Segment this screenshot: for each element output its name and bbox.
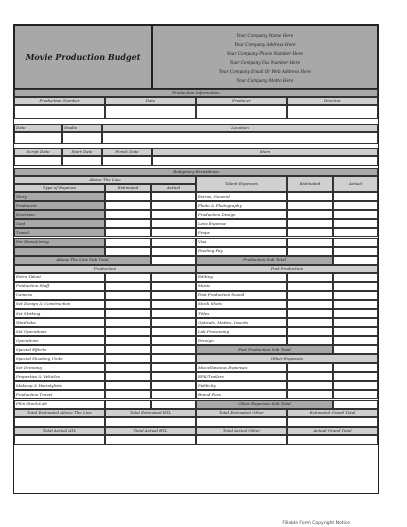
production-estimated-field[interactable] xyxy=(105,273,151,282)
talent-item: Feeding Pay xyxy=(196,247,287,256)
actual-total-field[interactable] xyxy=(196,435,287,445)
post-actual-field[interactable] xyxy=(333,300,378,309)
other-expense-item: Miscellaneous Expenses xyxy=(196,363,287,372)
above-line-item: Per Diem/Living xyxy=(14,238,105,247)
other-estimated-field[interactable] xyxy=(287,381,333,390)
other-expenses-subtotal-label: Other Expenses Sub Total xyxy=(196,400,333,409)
actual-total-field[interactable] xyxy=(105,435,196,445)
post-production-item: Lab Processing xyxy=(196,327,287,336)
talent-estimated-field[interactable] xyxy=(287,210,333,219)
above-line-estimated-field[interactable] xyxy=(105,210,151,219)
company-phone: Your Company Phone Number Here xyxy=(226,51,304,56)
production-estimated-field[interactable] xyxy=(105,336,151,345)
production-actual-field[interactable] xyxy=(151,400,196,409)
production-estimated-field[interactable] xyxy=(105,327,151,336)
post-actual-field[interactable] xyxy=(333,309,378,318)
production-actual-field[interactable] xyxy=(151,381,196,390)
production-actual-field[interactable] xyxy=(151,300,196,309)
production-actual-field[interactable] xyxy=(151,345,196,354)
talent-estimated-field[interactable] xyxy=(287,201,333,210)
talent-actual-header: Actual xyxy=(333,176,378,192)
other-expenses-header: Other Expenses xyxy=(196,354,378,363)
company-address: Your Company Address Here xyxy=(234,42,296,47)
talent-subtotal-field[interactable] xyxy=(333,256,378,265)
above-line-subtotal-label: Above The Line Sub Total xyxy=(14,256,151,265)
date2-label: Date xyxy=(14,124,62,132)
production-info-header: Production Information xyxy=(14,89,378,97)
actual-total-label: Total Actual BTL xyxy=(105,427,196,435)
production-estimated-field[interactable] xyxy=(105,318,151,327)
estimated-total-field[interactable] xyxy=(105,417,196,427)
above-line-item: Producers xyxy=(14,201,105,210)
script-date-label: Script Date xyxy=(14,148,62,156)
above-line-actual-header: Actual xyxy=(151,184,196,192)
talent-actual-field[interactable] xyxy=(333,219,378,228)
post-production-subtotal-label: Post Production Sub Total xyxy=(196,345,333,354)
talent-actual-field[interactable] xyxy=(333,238,378,247)
above-line-type-header: Type of Expense xyxy=(14,184,105,192)
production-estimated-field[interactable] xyxy=(105,372,151,381)
production-actual-field[interactable] xyxy=(151,363,196,372)
talent-actual-field[interactable] xyxy=(333,192,378,201)
talent-item: Props xyxy=(196,228,287,237)
script-date-field[interactable] xyxy=(14,156,62,166)
above-line-actual-field[interactable] xyxy=(151,219,196,228)
production-item: Special Effects xyxy=(14,345,105,354)
production-item: Set Operations xyxy=(14,327,105,336)
budget-breakdown-header: Budgetary Breakdown xyxy=(14,168,378,176)
actual-total-field[interactable] xyxy=(287,435,378,445)
post-production-item: Music xyxy=(196,282,287,291)
date2-field[interactable] xyxy=(14,132,62,144)
post-estimated-field[interactable] xyxy=(287,291,333,300)
location-field[interactable] xyxy=(102,132,378,144)
post-actual-field[interactable] xyxy=(333,318,378,327)
above-line-estimated-field[interactable] xyxy=(105,247,151,256)
talent-estimated-field[interactable] xyxy=(287,219,333,228)
production-actual-field[interactable] xyxy=(151,282,196,291)
production-item: Production Travel xyxy=(14,390,105,399)
talent-actual-field[interactable] xyxy=(333,210,378,219)
finish-date-label: Finish Date xyxy=(102,148,152,156)
talent-subtotal-label: Production Sub Total xyxy=(196,256,333,265)
production-actual-field[interactable] xyxy=(151,372,196,381)
producer-label: Producer xyxy=(196,97,287,105)
production-estimated-field[interactable] xyxy=(105,309,151,318)
above-line-actual-field[interactable] xyxy=(151,201,196,210)
director-label: Director xyxy=(287,97,378,105)
actual-total-label: Total Actual Other xyxy=(196,427,287,435)
post-actual-field[interactable] xyxy=(333,291,378,300)
talent-estimated-header: Estimated xyxy=(287,176,333,192)
talent-item: Photo & Photography xyxy=(196,201,287,210)
other-expense-item: EPK/Trailers xyxy=(196,372,287,381)
post-production-item: Editing xyxy=(196,273,287,282)
talent-expenses-header: Talent Expenses xyxy=(196,176,287,192)
talent-estimated-field[interactable] xyxy=(287,247,333,256)
production-actual-field[interactable] xyxy=(151,327,196,336)
post-production-item: Titles xyxy=(196,309,287,318)
date-field[interactable] xyxy=(105,105,196,119)
studio-label: Studio xyxy=(62,124,102,132)
production-actual-field[interactable] xyxy=(151,309,196,318)
talent-estimated-field[interactable] xyxy=(287,238,333,247)
production-number-field[interactable] xyxy=(14,105,105,119)
estimated-total-label: Total Estimated Above The Line xyxy=(14,409,105,417)
production-actual-field[interactable] xyxy=(151,291,196,300)
other-actual-field[interactable] xyxy=(333,372,378,381)
production-item: Properties & Vehicles xyxy=(14,372,105,381)
post-actual-field[interactable] xyxy=(333,282,378,291)
post-production-item: Opticals, Mattes, Inserts xyxy=(196,318,287,327)
other-actual-field[interactable] xyxy=(333,390,378,399)
above-line-subtotal-field[interactable] xyxy=(151,256,196,265)
actual-total-label: Actual Grand Total xyxy=(287,427,378,435)
other-estimated-field[interactable] xyxy=(287,372,333,381)
other-actual-field[interactable] xyxy=(333,363,378,372)
production-item: Film Stock/Lab xyxy=(14,400,105,409)
other-estimated-field[interactable] xyxy=(287,390,333,399)
estimated-total-label: Total Estimated BTL xyxy=(105,409,196,417)
production-item: Set Design & Construction xyxy=(14,300,105,309)
estimated-total-label: Estimated Grand Total xyxy=(287,409,378,417)
production-estimated-field[interactable] xyxy=(105,345,151,354)
talent-item: Visa xyxy=(196,238,287,247)
company-web: Your Company Email Or Web Address Here xyxy=(218,69,312,74)
actual-total-field[interactable] xyxy=(14,435,105,445)
footer-note: Fillable Form Copyright Notice xyxy=(282,521,350,526)
production-estimated-field[interactable] xyxy=(105,381,151,390)
production-actual-field[interactable] xyxy=(151,318,196,327)
other-actual-field[interactable] xyxy=(333,381,378,390)
above-line-estimated-header: Estimated xyxy=(105,184,151,192)
date-label: Date xyxy=(105,97,196,105)
budget-form xyxy=(13,24,379,526)
talent-item: Production Design xyxy=(196,210,287,219)
estimated-total-field[interactable] xyxy=(287,417,378,427)
production-item: Wardrobe xyxy=(14,318,105,327)
post-estimated-field[interactable] xyxy=(287,300,333,309)
production-estimated-field[interactable] xyxy=(105,363,151,372)
production-estimated-field[interactable] xyxy=(105,390,151,399)
other-expense-item: Brand Fees xyxy=(196,390,287,399)
production-item: Operations xyxy=(14,336,105,345)
above-line-actual-field[interactable] xyxy=(151,192,196,201)
estimated-total-field[interactable] xyxy=(14,417,105,427)
production-estimated-field[interactable] xyxy=(105,354,151,363)
production-estimated-field[interactable] xyxy=(105,400,151,409)
production-item: Special Shooting Units xyxy=(14,354,105,363)
producer-field[interactable] xyxy=(196,105,287,119)
talent-actual-field[interactable] xyxy=(333,228,378,237)
above-line-header: Above The Line xyxy=(14,176,196,184)
post-actual-field[interactable] xyxy=(333,327,378,336)
actual-total-label: Total Actual ATL xyxy=(14,427,105,435)
production-actual-field[interactable] xyxy=(151,354,196,363)
production-item: Makeup & Hairstylists xyxy=(14,381,105,390)
production-estimated-field[interactable] xyxy=(105,300,151,309)
talent-estimated-field[interactable] xyxy=(287,192,333,201)
start-date-field[interactable] xyxy=(62,156,102,166)
above-line-actual-field[interactable] xyxy=(151,247,196,256)
production-item: Camera xyxy=(14,291,105,300)
studio-field[interactable] xyxy=(62,132,102,144)
above-line-item: Direction xyxy=(14,210,105,219)
post-production-item: Foreign xyxy=(196,336,287,345)
above-line-actual-field[interactable] xyxy=(151,238,196,247)
stars-field[interactable] xyxy=(152,156,378,166)
production-number-label: Production Number xyxy=(14,97,105,105)
post-production-item: Stock Shots xyxy=(196,300,287,309)
post-production-subtotal-field[interactable] xyxy=(333,345,378,354)
talent-actual-field[interactable] xyxy=(333,247,378,256)
stars-label: Stars xyxy=(152,148,378,156)
production-item: Production Staff xyxy=(14,282,105,291)
post-production-header: Post Production xyxy=(196,265,378,273)
company-name: Your Company Name Here xyxy=(236,33,294,38)
other-expense-item: Publicity xyxy=(196,381,287,390)
post-estimated-field[interactable] xyxy=(287,309,333,318)
company-motto: Your Company Motto Here xyxy=(236,78,294,83)
above-line-actual-field[interactable] xyxy=(151,228,196,237)
above-line-actual-field[interactable] xyxy=(151,210,196,219)
production-actual-field[interactable] xyxy=(151,336,196,345)
talent-actual-field[interactable] xyxy=(333,201,378,210)
above-line-item: Story xyxy=(14,192,105,201)
other-expenses-subtotal-field[interactable] xyxy=(333,400,378,409)
production-item: Set Striking xyxy=(14,309,105,318)
production-item: Extra Talent xyxy=(14,273,105,282)
production-estimated-field[interactable] xyxy=(105,291,151,300)
location-label: Location xyxy=(102,124,378,132)
above-line-estimated-field[interactable] xyxy=(105,201,151,210)
post-estimated-field[interactable] xyxy=(287,282,333,291)
post-actual-field[interactable] xyxy=(333,336,378,345)
production-actual-field[interactable] xyxy=(151,273,196,282)
post-estimated-field[interactable] xyxy=(287,336,333,345)
estimated-total-field[interactable] xyxy=(196,417,287,427)
talent-estimated-field[interactable] xyxy=(287,228,333,237)
finish-date-field[interactable] xyxy=(102,156,152,166)
above-line-estimated-field[interactable] xyxy=(105,192,151,201)
above-line-estimated-field[interactable] xyxy=(105,219,151,228)
form-title: Movie Production Budget xyxy=(14,25,152,89)
estimated-total-label: Total Estimated Other xyxy=(196,409,287,417)
above-line-item: Cast xyxy=(14,219,105,228)
post-actual-field[interactable] xyxy=(333,273,378,282)
start-date-label: Start Date xyxy=(62,148,102,156)
company-fax: Your Company Fax Number Here xyxy=(229,60,301,65)
above-line-item-blank xyxy=(14,247,105,256)
talent-item: Extras, General xyxy=(196,192,287,201)
above-line-estimated-field[interactable] xyxy=(105,228,151,237)
production-estimated-field[interactable] xyxy=(105,282,151,291)
post-estimated-field[interactable] xyxy=(287,273,333,282)
above-line-estimated-field[interactable] xyxy=(105,238,151,247)
company-info xyxy=(152,25,378,89)
production-header: Production xyxy=(14,265,196,273)
production-actual-field[interactable] xyxy=(151,390,196,399)
above-line-item: Travel xyxy=(14,228,105,237)
production-item: Set Dressing xyxy=(14,363,105,372)
other-estimated-field[interactable] xyxy=(287,363,333,372)
post-production-item: Post Production Sound xyxy=(196,291,287,300)
director-field[interactable] xyxy=(287,105,378,119)
post-estimated-field[interactable] xyxy=(287,327,333,336)
talent-item: Lens Expense xyxy=(196,219,287,228)
post-estimated-field[interactable] xyxy=(287,318,333,327)
